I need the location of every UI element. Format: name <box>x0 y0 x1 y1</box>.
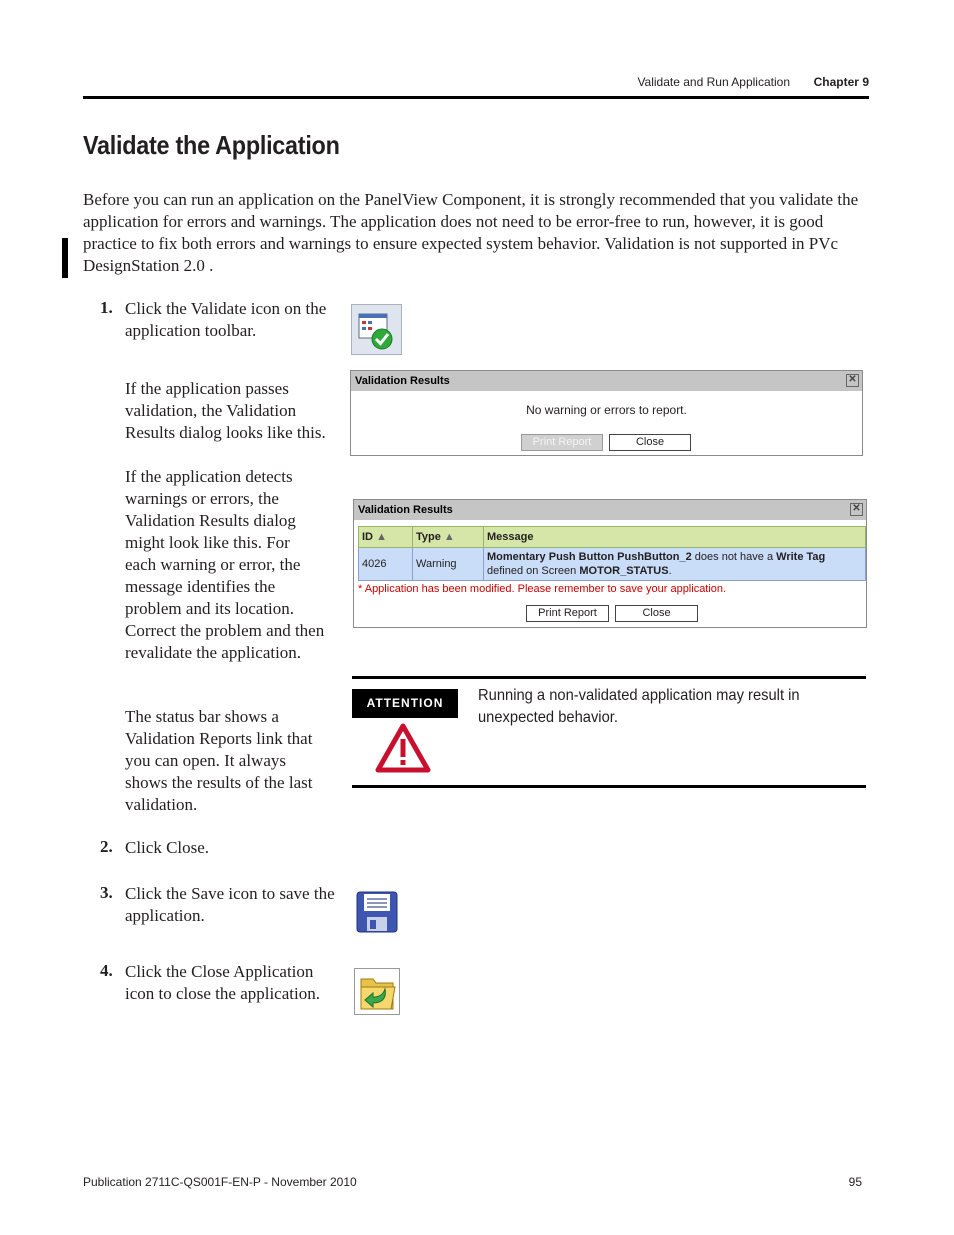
dialog-message: No warning or errors to report. <box>526 403 687 417</box>
page-title: Validate the Application <box>83 130 340 160</box>
results-table <box>358 526 866 581</box>
dialog-title: Validation Results <box>358 504 453 516</box>
table-header-row <box>359 527 866 548</box>
dialog-title-bar <box>354 500 866 520</box>
attention-bottom-rule <box>352 785 866 788</box>
attention-top-rule <box>352 676 866 679</box>
detects-paragraph: If the application detects warnings or errors, the Validation Results dialog might look like this. For each warning or error, the message identifies the problem and its location. Correct the problem and then revalidate the application. <box>125 467 325 662</box>
print-report-button[interactable]: Print Report <box>526 605 609 622</box>
sort-arrow-icon: ▲ <box>376 531 387 543</box>
attention-text: Running a non-validated application may result in unexpected behavior. <box>478 687 800 726</box>
validation-results-warning-dialog <box>353 499 867 628</box>
step-number: 3. <box>100 883 113 902</box>
cell-message: Momentary Push Button PushButton_2 does not have a Write Tag defined on Screen MOTOR_STATUS. <box>484 548 866 581</box>
step-text: Click the Save icon to save the application. <box>125 884 335 925</box>
close-button[interactable]: Close <box>615 605 698 622</box>
change-bar <box>62 238 68 278</box>
close-x-icon[interactable]: ✕ <box>846 374 859 387</box>
passes-paragraph: If the application passes validation, the Validation Results dialog looks like this. <box>125 379 326 442</box>
attention-badge: ATTENTION <box>352 689 458 718</box>
step-text: Click the Validate icon on the application toolbar. <box>125 299 327 340</box>
intro-paragraph: Before you can run an application on the PanelView Component, it is strongly recommended that you validate the application for errors and warnings. The application does not need to be error-free to run, however, it is good practice to fix both errors and warnings to ensure expected system behavior. Validation is not supported in PVc DesignStation 2.0 . <box>83 190 859 275</box>
close-application-icon[interactable] <box>354 968 400 1015</box>
dialog-title: Validation Results <box>355 375 450 387</box>
table-row[interactable] <box>359 548 866 581</box>
warning-triangle-icon <box>375 723 431 773</box>
step-text: Click Close. <box>125 838 210 857</box>
footer-publication: Publication 2711C-QS001F-EN-P - November 2010 <box>83 1175 357 1189</box>
running-header-section: Validate and Run Application <box>637 75 790 89</box>
sort-arrow-icon: ▲ <box>443 531 455 543</box>
dialog-title-bar <box>351 371 862 391</box>
cell-type: Warning <box>413 548 484 581</box>
validate-check-icon[interactable] <box>351 304 402 355</box>
modified-note: * Application has been modified. Please remember to save your application. <box>358 583 727 595</box>
column-header-id[interactable]: ID ▲ <box>359 527 413 548</box>
step-number: 1. <box>100 298 113 317</box>
cell-id: 4026 <box>359 548 413 581</box>
validation-results-dialog <box>350 370 863 456</box>
floppy-save-icon[interactable] <box>356 891 398 933</box>
print-report-button[interactable]: Print Report <box>521 434 603 451</box>
column-header-message[interactable]: Message <box>484 527 866 548</box>
status-bar-paragraph: The status bar shows a Validation Reports link that you can open. It always shows the results of the last validation. <box>125 707 313 814</box>
close-x-icon[interactable]: ✕ <box>850 503 863 516</box>
header-rule <box>83 96 869 99</box>
column-header-type[interactable]: Type ▲ <box>413 527 484 548</box>
step-number: 4. <box>100 961 113 980</box>
close-button[interactable]: Close <box>609 434 691 451</box>
page-number: 95 <box>848 1175 862 1189</box>
step-number: 2. <box>100 837 113 856</box>
running-header-chapter: Chapter 9 <box>813 75 869 89</box>
step-text: Click the Close Application icon to close the application. <box>125 962 320 1003</box>
